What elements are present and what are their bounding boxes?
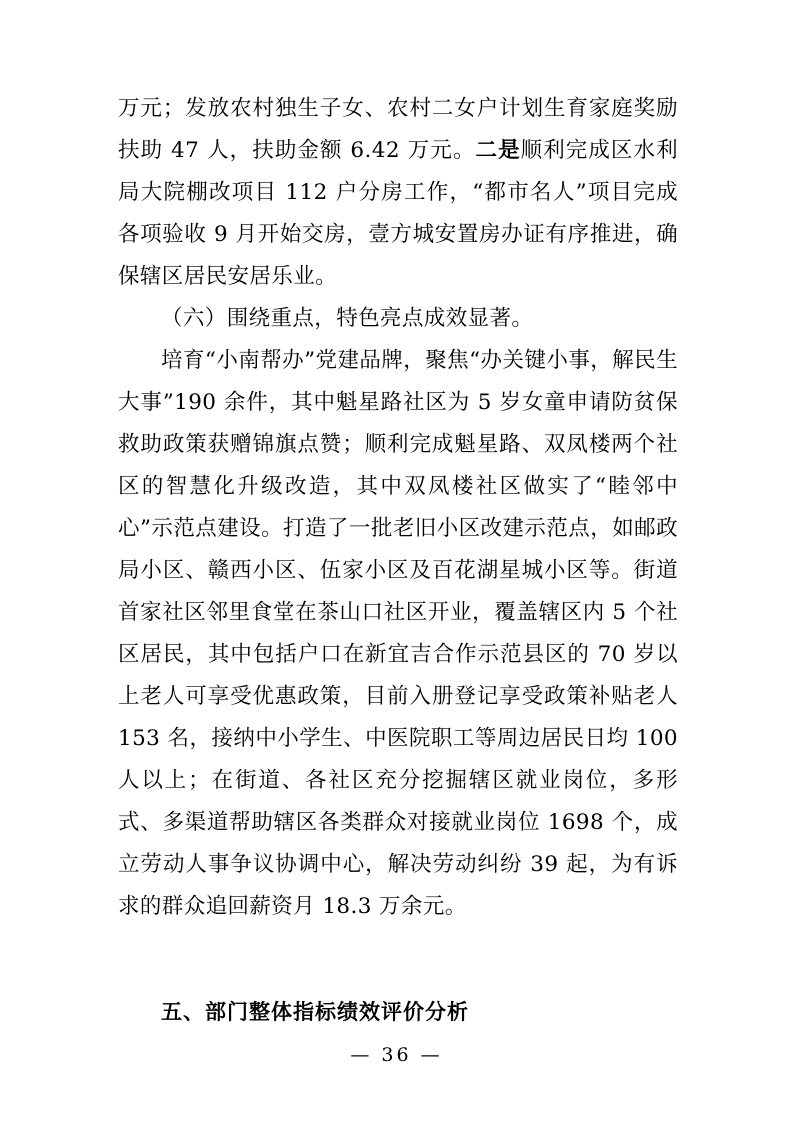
section-heading: 五、部门整体指标绩效评价分析 [161,999,469,1024]
text-run-bold: 二是 [475,138,521,163]
text-run: 万元；发放农村独生子女、农村二女户计划生育家庭奖励扶助 47 人，扶助金额 6.42 万元。 [118,96,678,163]
page-body [118,88,678,1032]
paragraph-1 [118,88,678,298]
paragraph-2 [118,298,678,340]
text-run: 培育“小南帮办”党建品牌，聚焦“办关键小事，解民生大事”190 余件，其中魁星路社区为 5 岁女童申请防贫保救助政策获赠锦旗点赞；顺利完成魁星路、双凤楼两个社区的智慧化升级改造，其中双凤楼社区做实了“睦邻中心”示范点建设。打造了一批老旧小区改建示范点，如邮政局小区、赣西小区、伍家小区及百花湖星城小区等。街道首家社区邻里食堂在茶山口社区开业，覆盖辖区内 5 个社区居民，其中包括户口在新宜吉合作示范县区的 70 岁以上老人可享受优惠政策，目前入册登记享受政策补贴老人 153 名，接纳中小学生、中医院职工等周边居民日均 100 人以上；在街道、各社区充分挖掘辖区就业岗位，多形式、多渠道帮助辖区各类群众对接就业岗位 1698 个，成立劳动人事争议协调中心，解决劳动纠纷 39 起，为有诉求的群众追回薪资月 18.3 万余元。 [118,348,678,919]
text-run: 顺利完成区水利局大院棚改项目 112 户分房工作，“都市名人”项目完成各项验收 9 月开始交房，壹方城安置房办证有序推进，确保辖区居民安居乐业。 [118,138,678,289]
text-run: （六）围绕重点，特色亮点成效显著。 [161,306,534,331]
page-number: — 36 — [350,1044,443,1066]
paragraph-3 [118,340,678,928]
section-spacer [118,928,678,958]
